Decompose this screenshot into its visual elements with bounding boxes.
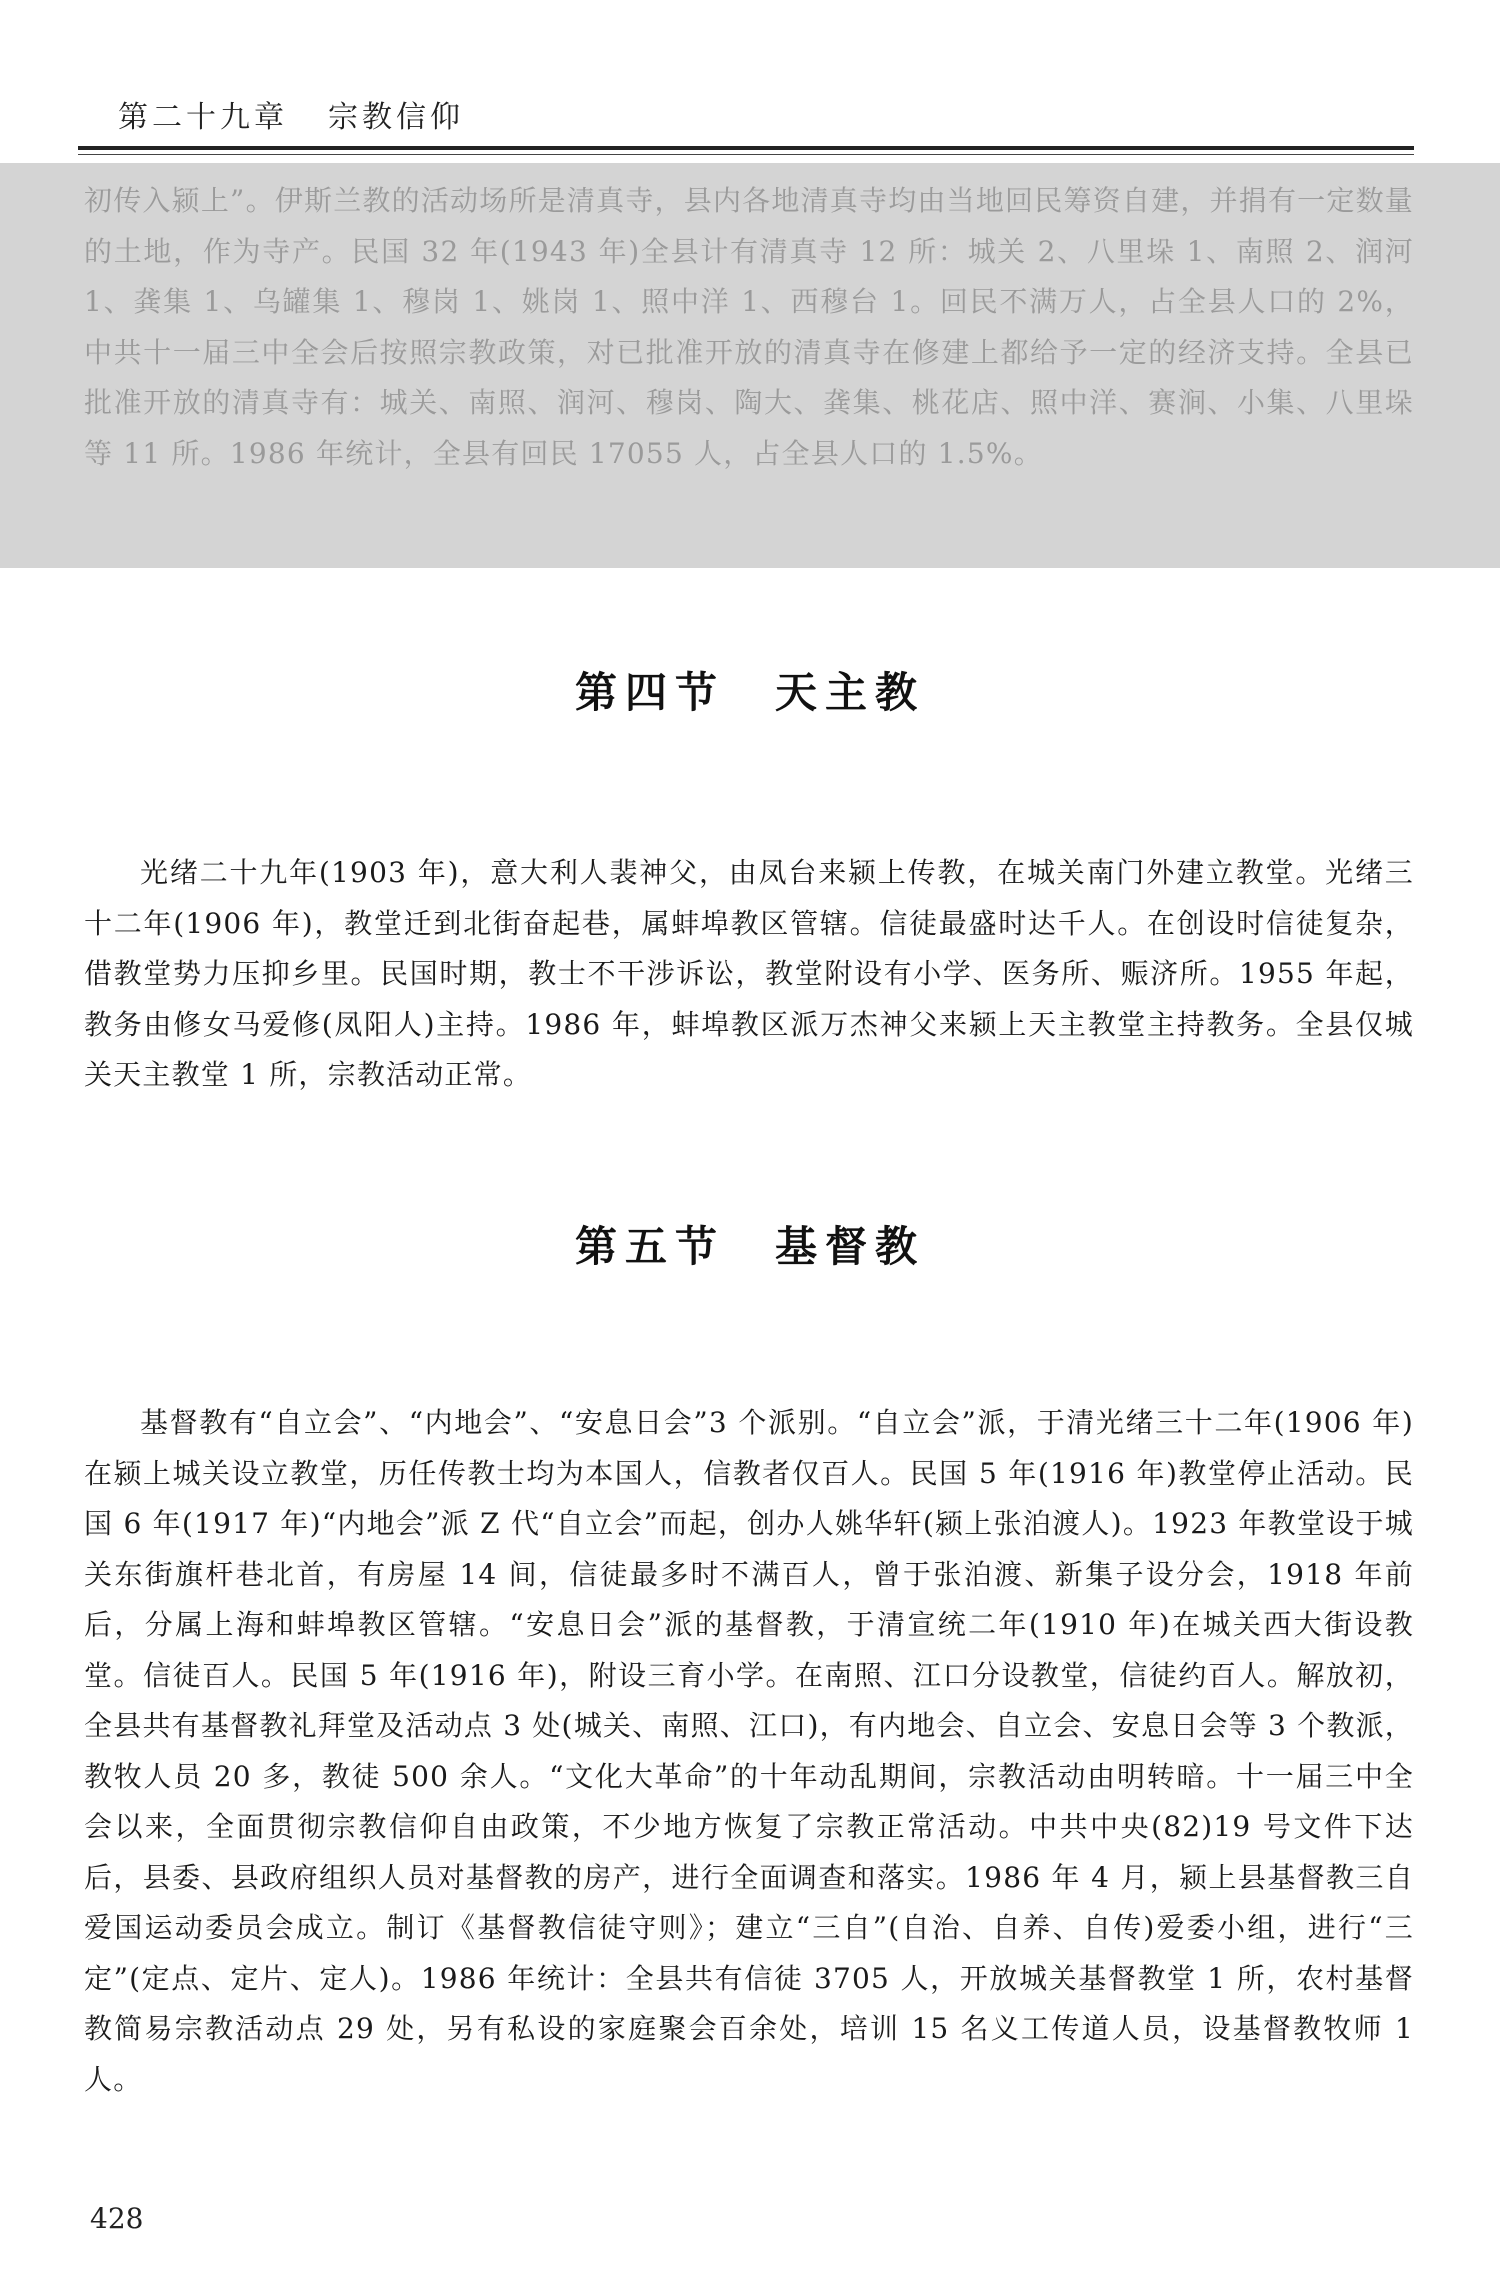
chapter-number: 第二十九章 — [118, 100, 288, 135]
section-name: 天主教 — [775, 668, 926, 717]
section-heading-christianity — [0, 1214, 1500, 1274]
section-name: 基督教 — [775, 1222, 926, 1271]
section-number: 第四节 — [574, 668, 725, 717]
chapter-title: 宗教信仰 — [328, 100, 464, 135]
page-number: 428 — [90, 2202, 144, 2235]
header-rule-thick — [78, 146, 1414, 150]
header-rule-thin — [78, 154, 1414, 155]
section-number: 第五节 — [574, 1222, 725, 1271]
paragraph-catholicism: 光绪二十九年(1903 年)，意大利人裴神父，由凤台来颍上传教，在城关南门外建立教堂。光绪三十二年(1906 年)，教堂迁到北街奋起巷，属蚌埠教区管辖。信徒最盛时达千人。在创设时信徒复杂，借教堂势力压抑乡里。民国时期，教士不干涉诉讼，教堂附设有小学、医务所、赈济所。1955 年起，教务由修女马爱修(凤阳人)主持。1986 年，蚌埠教区派万杰神父来颍上天主教堂主持教务。全县仅城关天主教堂 1 所，宗教活动正常。 — [84, 856, 1414, 1091]
section-heading-catholicism — [0, 660, 1500, 720]
running-head — [118, 92, 464, 136]
paragraph-christianity: 基督教有“自立会”、“内地会”、“安息日会”3 个派别。“自立会”派，于清光绪三十二年(1906 年)在颍上城关设立教堂，历任传教士均为本国人，信教者仅百人。民国 5 年(1916 年)教堂停止活动。民国 6 年(1917 年)“内地会”派 Z 代“自立会”而起，创办人姚华轩(颍上张泊渡人)。1923 年教堂设于城关东街旗杆巷北首，有房屋 14 间，信徒最多时不满百人，曾于张泊渡、新集子设分会，1918 年前后，分属上海和蚌埠教区管辖。“安息日会”派的基督教，于清宣统二年(1910 年)在城关西大街设教堂。信徒百人。民国 5 年(1916 年)，附设三育小学。在南照、江口分设教堂，信徒约百人。解放初，全县共有基督教礼拜堂及活动点 3 处(城关、南照、江口)，有内地会、自立会、安息日会等 3 个教派，教牧人员 20 多，教徒 500 余人。“文化大革命”的十年动乱期间，宗教活动由明转暗。十一届三中全会以来，全面贯彻宗教信仰自由政策，不少地方恢复了宗教正常活动。中共中央(82)19 号文件下达后，县委、县政府组织人员对基督教的房产，进行全面调查和落实。1986 年 4 月，颍上县基督教三自爱国运动委员会成立。制订《基督教信徒守则》；建立“三自”(自治、自养、自传)爱委小组，进行“三定”(定点、定片、定人)。1986 年统计：全县共有信徒 3705 人，开放城关基督教堂 1 所，农村基督教简易宗教活动点 29 处，另有私设的家庭聚会百余处，培训 15 名义工传道人员，设基督教牧师 1 人。 — [84, 1406, 1414, 2096]
shaded-paragraph: 初传入颍上”。伊斯兰教的活动场所是清真寺，县内各地清真寺均由当地回民筹资自建，并捐有一定数量的土地，作为寺产。民国 32 年(1943 年)全县计有清真寺 12 所：城关 2、八里垛 1、南照 2、润河 1、龚集 1、乌罐集 1、穆岗 1、姚岗 1、照中洋 1、西穆台 1。回民不满万人，占全县人口的 2%，中共十一届三中全会后按照宗教政策，对已批准开放的清真寺在修建上都给予一定的经济支持。全县已批准开放的清真寺有：城关、南照、润河、穆岗、陶大、龚集、桃花店、照中洋、赛涧、小集、八里垛等 11 所。1986 年统计，全县有回民 17055 人，占全县人口的 1.5%。 — [84, 184, 1414, 470]
